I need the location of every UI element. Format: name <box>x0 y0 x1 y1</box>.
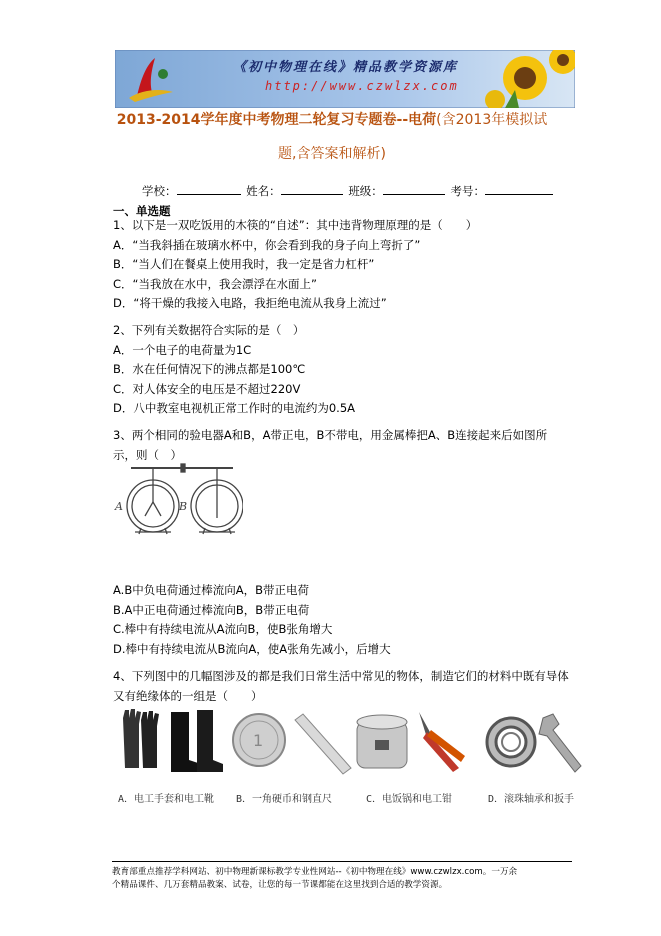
school-field[interactable] <box>177 183 241 195</box>
class-field[interactable] <box>383 183 445 195</box>
title-part2: (含2013年模拟试 <box>436 112 548 128</box>
name-field[interactable] <box>281 183 343 195</box>
banner-title: 《初中物理在线》精品教学资源库 <box>233 60 459 75</box>
student-info-row <box>142 183 555 199</box>
caption-c: C．电饭锅和电工钳 <box>366 794 453 805</box>
footer-divider <box>112 861 572 862</box>
question-1 <box>113 216 477 314</box>
question-4 <box>113 667 569 706</box>
caption-b: B．一角硬币和钢直尺 <box>236 794 333 805</box>
footer <box>112 861 572 892</box>
rod-handle <box>181 464 185 472</box>
question-3-options <box>113 581 391 659</box>
glove-icon <box>123 709 159 768</box>
option-d: D．“将干燥的我接入电路，我拒绝电流从我身上流过” <box>113 296 387 310</box>
wrench-icon <box>539 714 581 772</box>
exam-no-field[interactable] <box>485 183 553 195</box>
option-b: B.A中正电荷通过棒流向B，B带正电荷 <box>113 602 310 617</box>
option-d: D.棒中有持续电流从B流向A，使A张角先减小，后增大 <box>113 641 391 656</box>
question-stem-line1: 3、两个相同的验电器A和B，A带正电，B不带电，用金属棒把A、B连接起来后如图所 <box>113 428 548 442</box>
option-c: C．对人体安全的电压是不超过220V <box>113 381 301 396</box>
exam-no-label: 考号： <box>450 184 485 198</box>
section-heading: 一、单选题 <box>113 204 171 218</box>
document-title <box>112 103 552 171</box>
question-stem-line1: 4、下列图中的几幅图涉及的都是我们日常生活中常见的物体，制造它们的材料中既有导体 <box>113 669 569 683</box>
electroscope-diagram <box>113 462 243 542</box>
boot-icon <box>171 710 223 772</box>
question-stem-line2: 又有绝缘体的一组是（ ） <box>113 688 263 703</box>
svg-text:1: 1 <box>253 731 264 750</box>
question-2 <box>113 321 355 419</box>
question-stem-line2: 示，则（ ） <box>113 447 182 462</box>
steel-ruler-icon <box>295 714 351 774</box>
question-stem: 2、下列有关数据符合实际的是（ ） <box>113 323 305 337</box>
electroscope-a <box>127 468 179 534</box>
option-a: A．“当我斜插在玻璃水杯中，你会看到我的身子向上弯折了” <box>113 237 421 252</box>
school-label: 学校： <box>142 184 177 198</box>
coin-icon <box>233 714 285 766</box>
pliers-icon <box>419 712 465 772</box>
rice-cooker-icon <box>357 715 407 768</box>
label-b: B <box>179 500 188 513</box>
option-b: B．水在任何情况下的沸点都是100℃ <box>113 362 306 376</box>
question-3 <box>113 426 547 465</box>
label-a: A <box>115 500 123 513</box>
option-a: A．一个电子的电荷量为1C <box>113 342 252 357</box>
caption-a: A．电工手套和电工靴 <box>118 794 215 805</box>
option-b: B．“当人们在餐桌上使用我时，我一定是省力杠杆” <box>113 257 375 271</box>
option-d: D．八中教室电视机正常工作时的电流约为0.5A <box>113 401 356 415</box>
electroscope-b <box>191 468 243 534</box>
title-line2: 题,含答案和解析) <box>278 146 386 162</box>
option-c: C.棒中有持续电流从A流向B，使B张角增大 <box>113 622 333 636</box>
question-stem: 1、以下是一双吃饭用的木筷的“自述”：其中违背物理原理的是（ ） <box>113 218 478 232</box>
name-label: 姓名： <box>246 184 281 198</box>
question-4-pictures <box>113 706 588 786</box>
option-c: C．“当我放在水中，我会漂浮在水面上” <box>113 276 317 291</box>
option-a: A.B中负电荷通过棒流向A，B带正电荷 <box>113 583 309 597</box>
caption-d: D．滚珠轴承和扳手 <box>488 794 575 805</box>
ball-bearing-icon <box>487 718 535 766</box>
footer-line1: 教育部重点推荐学科网站、初中物理新课标教学专业性网站--《初中物理在线》www.czwlzx.com。一万余 <box>112 867 518 877</box>
class-label: 班级： <box>348 184 383 198</box>
footer-line2: 个精品课件、几万套精品教案、试卷，让您的每一节课都能在这里找到合适的教学资源。 <box>112 880 448 890</box>
header-banner <box>115 50 575 108</box>
banner-url[interactable]: http://www.czwlzx.com <box>265 79 459 93</box>
title-part1: 2013-2014学年度中考物理二轮复习专题卷--电荷 <box>116 112 437 128</box>
